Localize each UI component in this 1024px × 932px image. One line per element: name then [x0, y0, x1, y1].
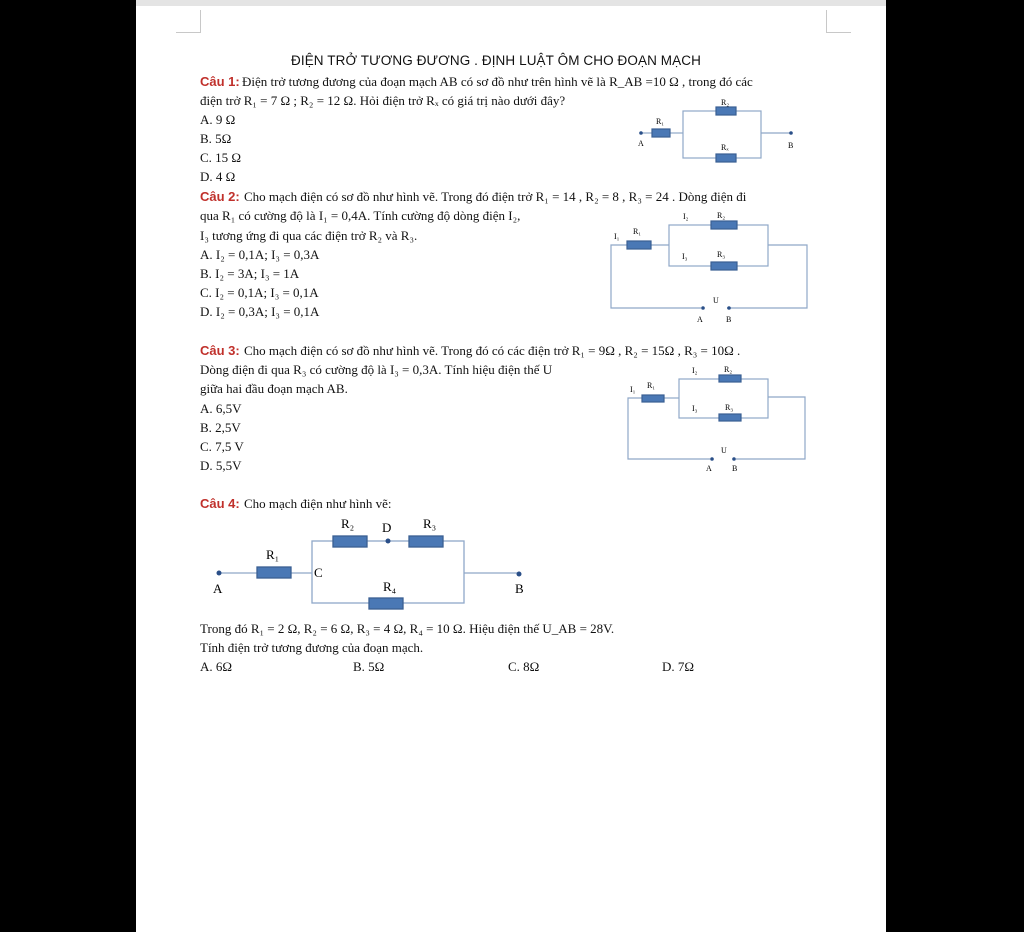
c1-label-rx: Rₓ	[721, 143, 729, 152]
c2-label-i1: I₁	[614, 232, 620, 241]
q3-line2: Dòng điện đi qua R₃ có cường độ là I₃ = 0,3A. Tính hiệu điện thế U	[200, 362, 553, 377]
q3-option-d: D. 5,5V	[200, 458, 242, 473]
c3-resistor-r2	[719, 375, 741, 382]
q4-intro: Cho mạch điện như hình vẽ:	[244, 496, 392, 511]
c2-label-i3: I₃	[682, 252, 688, 261]
q1-option-b: B. 5Ω	[200, 131, 232, 146]
c2-label-u: U	[713, 296, 719, 305]
c4-resistor-r4	[369, 598, 403, 609]
q2-line2: qua R₁ có cường độ là I₁ = 0,4A. Tính cường độ dòng điện I₂,	[200, 208, 521, 223]
c4-label-r1: R₁	[266, 547, 280, 562]
q2-line1: Cho mạch điện có sơ đồ như hình vẽ. Trong đó điện trở R₁ = 14 , R₂ = 8 , R₃ = 24 . Dòng điện đi	[244, 189, 747, 204]
c3-resistor-r3	[719, 414, 741, 421]
c3-label-r1: R₁	[647, 381, 656, 390]
c4-label-r3: R₃	[423, 516, 437, 531]
c2-node-a	[701, 306, 705, 310]
q2-option-c: C. I₂ = 0,1A; I₃ = 0,1A	[200, 285, 319, 300]
c1-node-a	[639, 131, 643, 135]
q3-option-c: C. 7,5 V	[200, 439, 244, 454]
c3-resistor-r1	[642, 395, 664, 402]
q4-label: Câu 4:	[200, 496, 240, 511]
c2-label-b: B	[726, 315, 732, 324]
q4-option-a: A. 6Ω	[200, 659, 233, 674]
q2-line3: I₃ tương ứng đi qua các điện trở R₂ và R₃.	[200, 228, 418, 243]
c2-resistor-r3	[711, 262, 737, 270]
q1-option-a: A. 9 Ω	[200, 112, 236, 127]
c1-label-a: A	[638, 139, 644, 148]
c2-wire-return-right	[727, 245, 807, 308]
q4-option-d: D. 7Ω	[662, 659, 695, 674]
c2-node-b	[727, 306, 731, 310]
c4-node-b	[517, 572, 522, 577]
c4-label-r2: R₂	[341, 516, 355, 531]
page-title: ĐIỆN TRỞ TƯƠNG ĐƯƠNG . ĐỊNH LUẬT ÔM CHO ĐOẠN MẠCH	[291, 53, 701, 68]
q1-line2: điện trở R₁ = 7 Ω ; R₂ = 12 Ω. Hỏi điện trở Rₓ có giá trị nào dưới đây?	[200, 93, 566, 108]
c4-node-d	[386, 539, 391, 544]
q1-option-c: C. 15 Ω	[200, 150, 242, 165]
c4-label-c: C	[314, 565, 323, 580]
c3-node-b	[732, 457, 736, 461]
c4-resistor-r1	[257, 567, 291, 578]
c1-resistor-r1	[652, 129, 670, 137]
c2-label-r3: R₃	[717, 250, 726, 259]
q1-option-d: D. 4 Ω	[200, 169, 236, 184]
q3-line3: giữa hai đầu đoạn mạch AB.	[200, 381, 348, 396]
c4-resistor-r2	[333, 536, 367, 547]
circuit-q4	[217, 536, 522, 609]
q4-line1: Trong đó R₁ = 2 Ω, R₂ = 6 Ω, R₃ = 4 Ω, R₄ = 10 Ω. Hiệu điện thế U_AB = 28V.	[200, 621, 615, 636]
c3-label-r3: R₃	[725, 403, 734, 412]
c3-wire-return-left	[628, 398, 710, 459]
c2-label-r2: R₂	[717, 211, 726, 220]
c2-label-i2: I₂	[683, 212, 689, 221]
c3-label-u: U	[721, 446, 727, 455]
q4-line2: Tính điện trở tương đương của đoạn mạch.	[200, 640, 424, 655]
q2-option-a: A. I₂ = 0,1A; I₃ = 0,3A	[200, 247, 320, 262]
c1-resistor-r2	[716, 107, 736, 115]
c2-label-r1: R₁	[633, 227, 642, 236]
c3-label-b: B	[732, 464, 738, 473]
c2-label-a: A	[697, 315, 703, 324]
q4-option-c: C. 8Ω	[508, 659, 540, 674]
c3-label-a: A	[706, 464, 712, 473]
c4-label-d: D	[382, 520, 392, 535]
c4-resistor-r3	[409, 536, 443, 547]
q3-option-a: A. 6,5V	[200, 401, 242, 416]
c4-label-r4: R₄	[383, 579, 397, 594]
c1-resistor-rx	[716, 154, 736, 162]
q1-label: Câu 1:	[200, 74, 240, 89]
q2-option-b: B. I₂ = 3A; I₃ = 1A	[200, 266, 300, 281]
c3-node-a	[710, 457, 714, 461]
c3-label-i3: I₃	[692, 404, 698, 413]
c1-label-b: B	[788, 141, 794, 150]
q2-label: Câu 2:	[200, 189, 240, 204]
c2-wire-return-left	[611, 245, 701, 308]
circuit-q1	[639, 107, 793, 162]
c3-wire-return-right	[736, 397, 805, 459]
q4-option-b: B. 5Ω	[353, 659, 385, 674]
q3-option-b: B. 2,5V	[200, 420, 241, 435]
c2-resistor-r2	[711, 221, 737, 229]
c3-label-i2: I₂	[692, 366, 698, 375]
q3-label: Câu 3:	[200, 343, 240, 358]
q2-option-d: D. I₂ = 0,3A; I₃ = 0,1A	[200, 304, 320, 319]
q3-line1: Cho mạch điện có sơ đồ như hình vẽ. Trong đó có các điện trở R₁ = 9Ω , R₂ = 15Ω , R₃ = 10Ω .	[244, 343, 741, 358]
c1-node-b	[789, 131, 793, 135]
c3-label-r2: R₂	[724, 365, 733, 374]
c4-label-b: B	[515, 581, 524, 596]
c2-resistor-r1	[627, 241, 651, 249]
c4-node-a	[217, 571, 222, 576]
c1-label-r1: R₁	[656, 117, 665, 126]
c3-label-i1: I₁	[630, 385, 636, 394]
c4-label-a: A	[213, 581, 223, 596]
q1-line1: Điện trở tương đương của đoạn mạch AB có sơ đồ như trên hình vẽ là R_AB =10 Ω , trong đó các	[242, 74, 753, 89]
c1-label-r2: R₂	[721, 98, 730, 107]
